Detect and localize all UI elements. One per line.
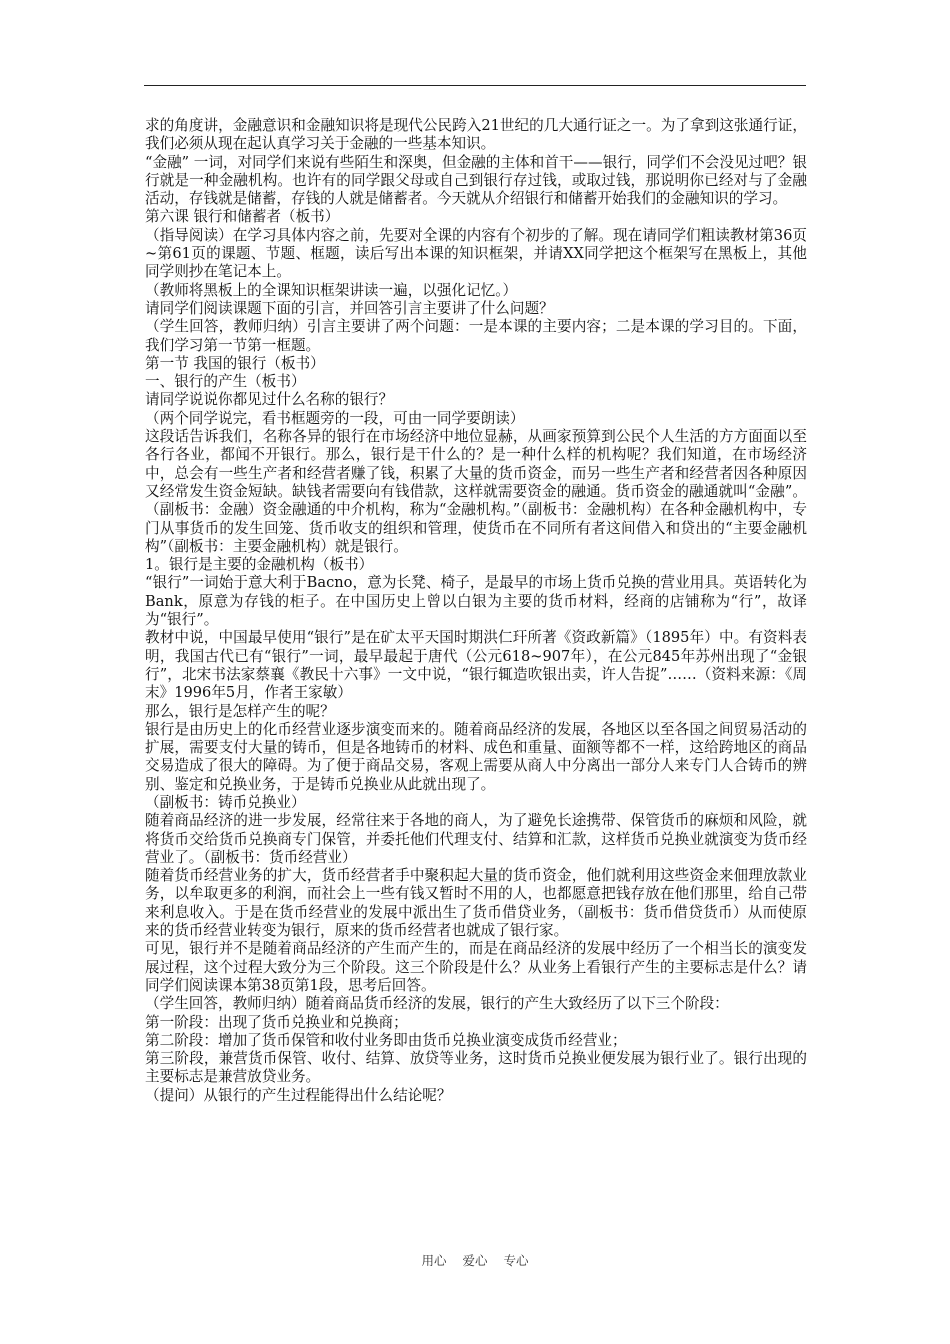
document-body <box>145 117 807 1105</box>
paragraph: 求的角度讲，金融意识和金融知识将是现代公民跨入21世纪的几大通行证之一。为了拿到这张通行证，我们必须从现在起认真学习关于金融的一些基本知识。 <box>145 117 807 153</box>
paragraph: （指导阅读）在学习具体内容之前，先要对全课的内容有个初步的了解。现在请同学们粗读教材第36页~第61页的课题、节题、框题，读后写出本课的知识框架，并请XX同学把这个框架写在黑板上，其他同学则抄在笔记本上。 <box>145 226 807 281</box>
paragraph: “银行”一词始于意大利于Bacno，意为长凳、椅子，是最早的市场上货币兑换的营业用具。英语转化为Bank，原意为存钱的柜子。在中国历史上曾以白银为主要的货币材料，经商的店铺称为“行”，故译为“银行”。 <box>145 574 807 629</box>
subsection-heading: 一、银行的产生（板书） <box>145 373 306 391</box>
paragraph: 随着商品经济的进一步发展，经常往来于各地的商人，为了避免长途携带、保管货币的麻烦和风险，就将货币交给货币兑换商专门保管，并委托他们代理支付、结算和汇款，这样货币兑换业就演变为货币经营业了。（副板书：货币经营业） <box>145 812 807 866</box>
section-heading: 第一节 我国的银行（板书） <box>145 354 325 372</box>
paragraph: 第一阶段：出现了货币兑换业和兑换商； <box>145 1013 408 1031</box>
paragraph: （学生回答，教师归纳）引言主要讲了两个问题：一是本课的主要内容；二是本课的学习目的。下面，我们学习第一节第一框题。 <box>145 318 807 354</box>
paragraph: 那么，银行是怎样产生的呢？ <box>145 702 335 720</box>
paragraph: 银行是由历史上的化币经营业逐步演变而来的。随着商品经济的发展，各地区以至各国之间贸易活动的扩展，需要支付大量的铸币，但是各地铸币的材料、成色和重量、面额等都不一样，这给跨地区的商品交易造成了很大的障碍。为了便于商品交易，客观上需要从商人中分离出一部分人来专门人合铸币的辨别、鉴定和兑换业务，于是铸币兑换业从此就出现了。 <box>145 720 807 793</box>
paragraph: 随着货币经营业务的扩大，货币经营者手中聚积起大量的货币资金，他们就利用这些资金来佃理放款业务，以牟取更多的利润，而社会上一些有钱又暂时不用的人，也都愿意把钱存放在他们那里，给自己带来利息收入。于是在货币经营业的发展中派出生了货币借贷业务，（副板书：货币借贷货币）从而使原来的货币经营业转变为银行，原来的货币经营者也就成了银行家。 <box>145 867 807 940</box>
point-heading: 1。银行是主要的金融机构（板书） <box>145 556 374 574</box>
paragraph: （教师将黑板上的全课知识框架讲读一遍，以强化记忆。） <box>145 281 518 299</box>
paragraph: 这段话告诉我们，名称各异的银行在市场经济中地位显赫，从画家预算到公民个人生活的方方面面以至各行各业，都闻不开银行。那么，银行是干什么的？是一种什么样的机构呢？我们知道，在市场经济中，总会有一些生产者和经营者赚了钱，积累了大量的货币资金，而另一些生产者和经营者因各种原因又经常发生资金短缺。缺钱者需要向有钱借款，这样就需要资金的融通。货币资金的融通就叫“金融”。（副板书：金融）资金融通的中介机构，称为“金融机构。”（副板书：金融机构）在各种金融机构中，专门从事货币的发生回笼、货币收支的组织和管理，使货币在不同所有者这间借入和贷出的“主要金融机构”（副板书：主要金融机构）就是银行。 <box>145 428 807 555</box>
paragraph: （学生回答，教师归纳）随着商品货币经济的发展，银行的产生大致经历了以下三个阶段： <box>145 995 729 1013</box>
paragraph: （两个同学说完，看书框题旁的一段，可由一同学要朗读） <box>145 409 525 427</box>
paragraph: 可见，银行并不是随着商品经济的产生而产生的，而是在商品经济的发展中经历了一个相当长的演变发展过程，这个过程大致分为三个阶段。这三个阶段是什么？从业务上看银行产生的主要标志是什么？请同学们阅读课本第38页第1段，思考后回答。 <box>145 940 807 994</box>
paragraph: 教材中说，中国最早使用“银行”是在矿太平天国时期洪仁玕所著《资政新篇》（1895年）中。有资料表明，我国古代已有“银行”一词，最早最起于唐代（公元618~907年），在公元845年苏州出现了“金银行”，北宋书法家蔡襄《教民十六事》一文中说，“银行辄造吹银出卖，许人告捉”……（资料来源：《周末》1996年5月，作者王家敏） <box>145 629 807 702</box>
paragraph: 第二阶段：增加了货币保管和收付业务即由货币兑换业演变成货币经营业； <box>145 1031 627 1049</box>
paragraph: （副板书：铸币兑换业） <box>145 793 306 811</box>
page-footer: 用心 爱心 专心 <box>421 1253 529 1268</box>
paragraph: 第三阶段，兼营货币保管、收付、结算、放贷等业务，这时货币兑换业便发展为银行业了。银行出现的主要标志是兼营放贷业务。 <box>145 1050 807 1086</box>
paragraph: 请同学们阅读课题下面的引言，并回答引言主要讲了什么问题？ <box>145 299 554 317</box>
paragraph: “金融” 一词，对同学们来说有些陌生和深奥，但金融的主体和首干——银行，同学们不会没见过吧？银行就是一种金融机构。也许有的同学跟父母或自己到银行存过钱，或取过钱，那说明你已经对与了金融活动，存钱就是储蓄，存钱的人就是储蓄者。今天就从介绍银行和储蓄开始我们的金融知识的学习。 <box>145 153 807 208</box>
paragraph: 请同学说说你都见过什么名称的银行？ <box>145 391 394 409</box>
lesson-heading: 第六课 银行和储蓄者（板书） <box>145 208 340 226</box>
paragraph: （提问）从银行的产生过程能得出什么结论呢？ <box>145 1086 452 1104</box>
header-rule <box>144 85 806 86</box>
